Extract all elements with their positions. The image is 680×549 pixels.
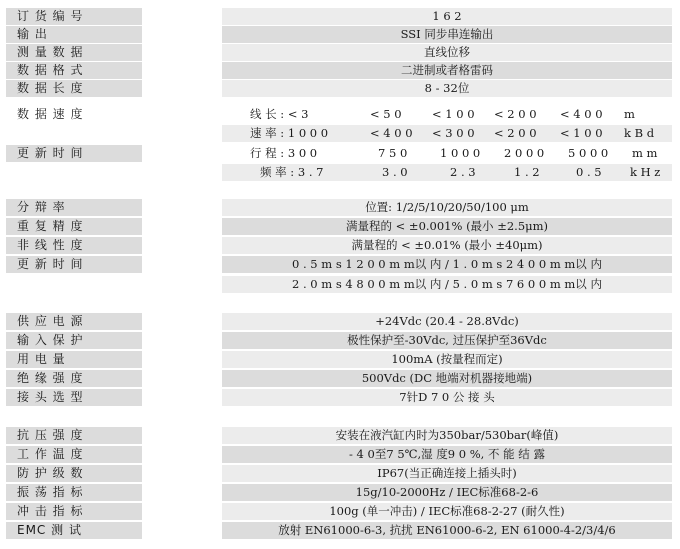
spec-label: 冲 击 指 标 [6, 503, 142, 520]
spec-label: 抗 压 强 度 [6, 427, 142, 444]
spec-row-measurement [0, 44, 680, 61]
spec-value: 极性保护至-30Vdc, 过压保护至36Vdc [222, 332, 672, 349]
update-cell: k H z [630, 165, 661, 179]
spec-label: 接 头 选 型 [6, 389, 142, 406]
spec-value: IP67(当正确连接上插头时) [222, 465, 672, 482]
spec-value: 15g/10-2000Hz / IEC标准68-2-6 [222, 484, 672, 501]
speed-cell: < 4 0 0 [370, 126, 413, 140]
spec-row-pressure [0, 427, 680, 444]
spec-label: 绝 缘 强 度 [6, 370, 142, 387]
spec-label: 数 据 格 式 [6, 62, 142, 79]
spec-label: 输 入 保 护 [6, 332, 142, 349]
spec-label: 订 货 编 号 [6, 8, 142, 25]
spec-value: 二进制或者格雷码 [222, 62, 672, 79]
speed-cell: k B d [624, 126, 655, 140]
speed-table-row [222, 106, 672, 123]
spec-value: - 4 0至7 5℃,湿 度9 0 %, 不 能 结 露 [222, 446, 672, 463]
update-table-row [222, 164, 672, 181]
spec-row-emc [0, 522, 680, 539]
spec-label: 数 据 速 度 [6, 106, 142, 123]
update-cell: 7 5 0 [378, 146, 408, 160]
speed-cell: < 2 0 0 [494, 126, 537, 140]
spec-label: 测 量 数 据 [6, 44, 142, 61]
spec-value: +24Vdc (20.4 - 28.8Vdc) [222, 313, 672, 330]
speed-cell: < 1 0 0 [560, 126, 603, 140]
spec-row-shock [0, 503, 680, 520]
spec-label: 重 复 精 度 [6, 218, 142, 235]
spec-row-resolution [0, 199, 680, 216]
speed-table-row [222, 125, 672, 142]
spec-label: 振 荡 指 标 [6, 484, 142, 501]
speed-cell: 线 长 : < 3 [250, 107, 309, 121]
spec-value: 7针D 7 0 公 接 头 [222, 389, 672, 406]
spec-label: 工 作 温 度 [6, 446, 142, 463]
spec-label: EMC 测 试 [6, 522, 142, 539]
speed-cell: < 4 0 0 [560, 107, 603, 121]
update-cell: 行 程 : 3 0 0 [250, 146, 318, 160]
update-cell: 频 率 : 3 . 7 [260, 165, 324, 179]
update-cell: m m [632, 146, 658, 160]
spec-row-input-protection [0, 332, 680, 349]
spec-value: 0 . 5 m s 1 2 0 0 m m以 内 / 1 . 0 m s 2 4 0 0 m m以 内 [222, 256, 672, 273]
spec-row-connector [0, 389, 680, 406]
spec-value: 100g (单一冲击) / IEC标准68-2-27 (耐久性) [222, 503, 672, 520]
speed-cell: < 2 0 0 [494, 107, 537, 121]
spec-label: 用 电 量 [6, 351, 142, 368]
spec-row-temperature [0, 446, 680, 463]
update-cell: 5 0 0 0 [568, 146, 609, 160]
spec-row-power-supply [0, 313, 680, 330]
update-table-row-2 [0, 164, 680, 181]
speed-cell: < 1 0 0 [432, 107, 475, 121]
update-table-row [222, 145, 672, 162]
spec-row-data-speed [0, 106, 680, 123]
spec-label: 防 护 级 数 [6, 465, 142, 482]
spec-value: 1 6 2 [222, 8, 672, 25]
update-cell: 1 . 2 [514, 165, 540, 179]
spec-row-protection-class [0, 465, 680, 482]
spec-label: 数 据 长 度 [6, 80, 142, 97]
update-cell: 2 0 0 0 [504, 146, 545, 160]
spec-row-nonlinearity [0, 237, 680, 254]
update-cell: 3 . 0 [382, 165, 408, 179]
spec-value: 放射 EN61000-6-3, 抗扰 EN61000-6-2, EN 61000-4-2/3/4/6 [222, 522, 672, 539]
spec-value: 500Vdc (DC 地端对机器接地端) [222, 370, 672, 387]
spec-row-data-length [0, 80, 680, 97]
spec-label: 非 线 性 度 [6, 237, 142, 254]
spec-value: 满量程的 < ±0.01% (最小 ±40μm) [222, 237, 672, 254]
spec-row-insulation [0, 370, 680, 387]
speed-table-row-2 [0, 125, 680, 142]
spec-value: 满量程的 < ±0.001% (最小 ±2.5μm) [222, 218, 672, 235]
spec-value: 直线位移 [222, 44, 672, 61]
speed-cell: m [624, 107, 635, 121]
spec-row-update-time [0, 145, 680, 162]
spec-value: 安装在液汽缸内时为350bar/530bar(峰值) [222, 427, 672, 444]
spec-value: 位置: 1/2/5/10/20/50/100 μm [222, 199, 672, 216]
spec-value: SSI 同步串连输出 [222, 26, 672, 43]
spec-row-power-consumption [0, 351, 680, 368]
spec-row-update-time-2 [0, 256, 680, 273]
spec-row-order-number [0, 8, 680, 25]
spec-value: 8 - 32位 [222, 80, 672, 97]
speed-cell: < 5 0 [370, 107, 402, 121]
speed-cell: 速 率 : 1 0 0 0 [250, 126, 329, 140]
spec-value: 100mA (按量程而定) [222, 351, 672, 368]
spec-value: 2 . 0 m s 4 8 0 0 m m以 内 / 5 . 0 m s 7 6 0 0 m m以 内 [222, 276, 672, 293]
spec-label: 供 应 电 源 [6, 313, 142, 330]
spec-label: 更 新 时 间 [6, 145, 142, 162]
spec-row-update-time-3 [0, 276, 680, 293]
spec-label: 分 辩 率 [6, 199, 142, 216]
update-cell: 0 . 5 [576, 165, 602, 179]
spec-label: 更 新 时 间 [6, 256, 142, 273]
spec-label: 输 出 [6, 26, 142, 43]
update-cell: 1 0 0 0 [440, 146, 481, 160]
spec-row-repeatability [0, 218, 680, 235]
spec-row-vibration [0, 484, 680, 501]
update-cell: 2 . 3 [450, 165, 476, 179]
spec-row-output [0, 26, 680, 43]
spec-row-data-format [0, 62, 680, 79]
speed-cell: < 3 0 0 [432, 126, 475, 140]
